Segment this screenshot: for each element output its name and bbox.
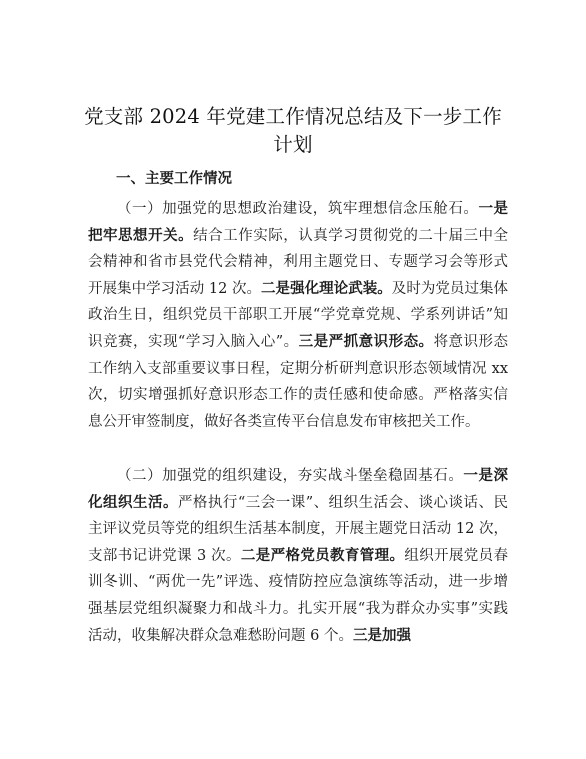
point-label: 一是深化组织生活。 [88,467,509,511]
point-text: 结合工作实际，认真学习贯彻党的二十届三中全会精神和省市县党代会精神，利用主题党日、专题学习会等形式开展集中学习活动 12 次。 [88,227,509,297]
point-label: 三是严抓意识形态。 [298,332,434,350]
point-label: 一是把牢思想开关。 [88,200,509,244]
point-label: 二是严格党员教育管理。 [240,546,405,564]
paragraph-heading: （二）加强党的组织建设，夯实战斗堡垒稳固基石。 [117,468,464,484]
point-label: 三是加强 [352,626,411,644]
document-title-line2: 计划 [273,133,313,156]
paragraph-ideological-building [88,196,508,435]
section-heading: 一、主要工作情况 [116,170,232,187]
point-text: 将意识形态工作纳入支部重要议事日程，定期分析研判意识形态领域情况 xx 次，切实增强抓好意识形态工作的责任感和使命感。严格落实信息公开审签制度，做好各类宣传平台信息发布审核把关工作。 [88,333,509,430]
point-label: 二是强化理论武装。 [261,279,392,297]
point-text: 组织开展党员春训冬训、“两优一先”评选、疫情防控应急演练等活动，进一步增强基层党组织凝聚力和战斗力。扎实开展“我为群众办实事”实践活动，收集解决群众急难愁盼问题 6 个。 [88,547,508,644]
paragraph-heading: （一）加强党的思想政治建设，筑牢理想信念压舱石。 [117,201,479,217]
document-title-line1: 党支部 2024 年党建工作情况总结及下一步工作 [84,105,502,128]
point-text: 严格执行“三会一课”、组织生活会、谈心谈话、民主评议党员等党的组织生活基本制度，开展主题党日活动 12 次，支部书记讲党课 3 次。 [88,494,509,564]
paragraph-organization-building [88,463,508,649]
point-text: 及时为党员过集体政治生日，组织党员干部职工开展“学党章党规、学系列讲话”知识竞赛，实现“学习入脑入心”。 [88,280,509,350]
